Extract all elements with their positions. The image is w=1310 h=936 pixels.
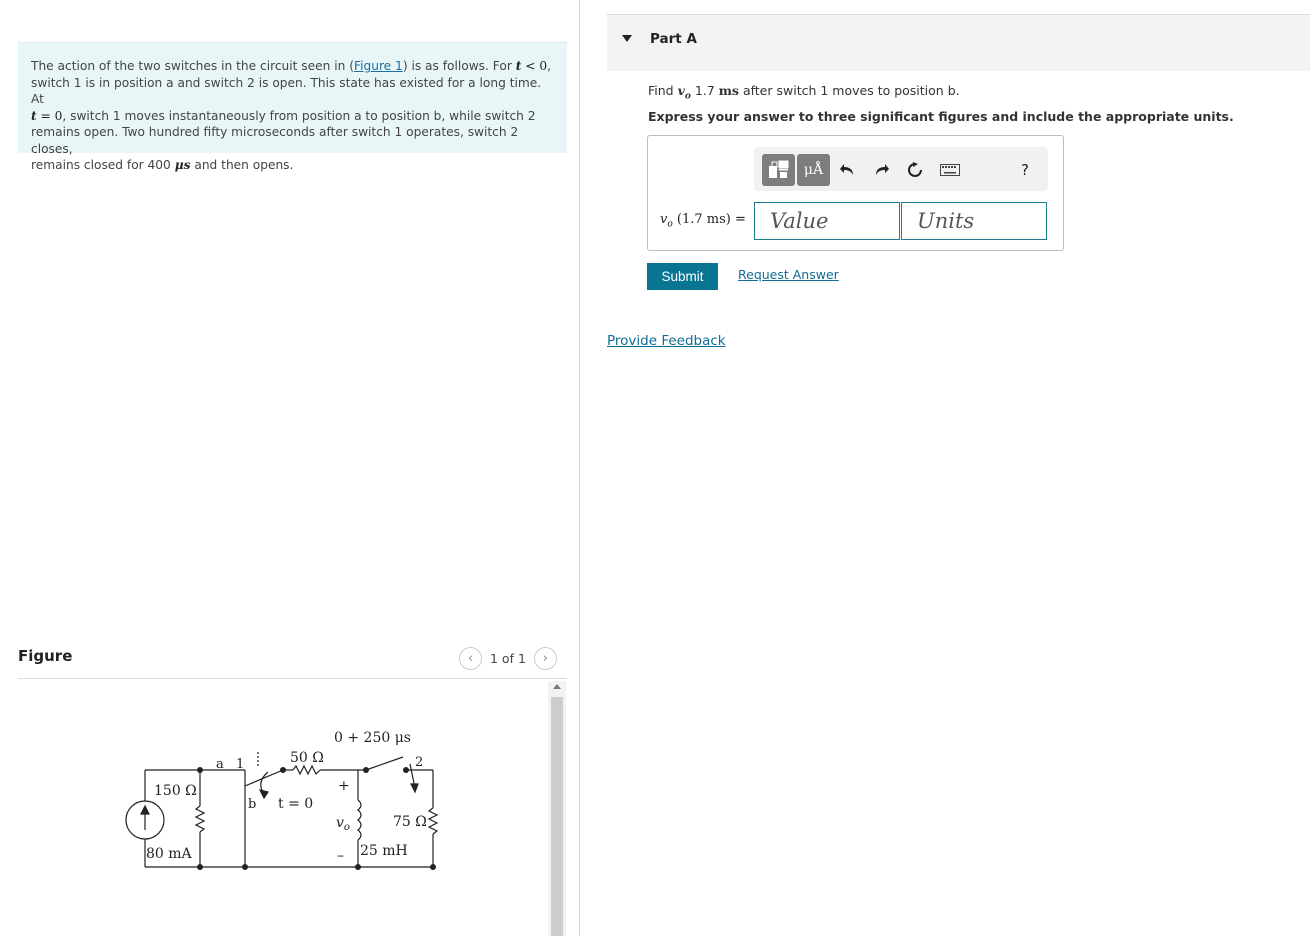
answer-arg: (1.7 ms) [672,212,735,227]
label-80-ma: 80 mA [146,846,192,862]
chevron-right-icon[interactable]: › [534,647,557,670]
problem-statement [18,42,567,172]
equals-sign: = [735,212,746,227]
label-75-ohm: 75 Ω [393,814,427,830]
answer-label [660,212,746,230]
math-vo: v [660,212,668,227]
math-mus: μs [174,158,191,172]
submit-button[interactable]: Submit [647,263,718,290]
math-toolbar [754,147,1048,191]
label-a: a [216,757,224,772]
label-minus: – [337,848,344,864]
undo-icon[interactable] [836,160,858,180]
math-vo-sub: o [667,219,673,230]
chevron-left-icon[interactable]: ‹ [459,647,482,670]
math-ms: ms [718,83,739,98]
scroll-up-icon[interactable] [553,684,561,689]
question-text [648,83,960,102]
math-t: t [515,59,522,73]
provide-feedback-link[interactable]: Provide Feedback [607,333,726,349]
math-zero: 0 [539,59,548,73]
label-switch2-time: 0 + 250 μs [334,730,411,746]
label-plus: + [338,778,350,794]
scroll-thumb[interactable] [551,697,563,936]
label-150-ohm: 150 Ω [154,783,197,799]
keyboard-icon[interactable] [939,160,961,180]
left-pane [0,0,580,936]
label-vo: $v_o$ [336,815,350,833]
problem-text: and then opens. [190,158,294,172]
figure-link[interactable]: Figure 1 [353,59,403,73]
part-title[interactable]: Part A [650,31,697,47]
redo-icon[interactable] [871,160,893,180]
problem-text: switch 1 is in position a and switch 2 is open. This state has existed for a long time. At [31,75,542,106]
math-eq0: = 0 [36,108,63,123]
units-button[interactable]: μÅ [797,154,830,186]
figure-title: Figure [18,647,73,665]
templates-icon[interactable] [762,154,795,186]
label-50-ohm: 50 Ω [290,750,324,766]
reset-icon[interactable] [904,160,926,180]
problem-text: remains closed for 400 [31,158,175,172]
request-answer-link[interactable]: Request Answer [738,267,839,282]
label-25-mh: 25 mH [360,843,408,859]
problem-text: The action of the two switches in the circuit seen in ( [31,59,354,73]
figure-nav [459,647,557,670]
question-fragment: after switch 1 moves to position b. [738,83,960,98]
answer-box [647,135,1064,251]
problem-text: , [547,59,551,73]
label-switch1: 1 [236,757,245,772]
problem-text: ) is as follows. For [402,59,516,73]
circuit-diagram [118,722,448,882]
math-lt: < [521,59,540,73]
math-t: t [31,108,37,123]
collapse-caret-icon[interactable] [622,35,632,42]
math-vo: v [677,83,685,98]
help-button[interactable]: ? [1021,161,1029,179]
problem-text: , switch 1 moves instantaneously from position a to position b, while switch 2 [62,108,536,123]
figure-divider [18,678,567,679]
question-fragment: Find [648,83,678,98]
problem-text: remains open. Two hundred fifty microseconds after switch 1 operates, switch 2 closes, [31,125,519,156]
label-switch2: 2 [415,755,424,770]
label-t0: t = 0 [278,796,314,812]
math-vo-sub: o [684,91,691,102]
figure-scrollbar[interactable] [548,681,566,936]
pane-divider [579,0,580,936]
answer-instruction: Express your answer to three significant figures and include the appropriate units. [648,109,1234,124]
figure-count: 1 of 1 [490,651,526,666]
units-input[interactable] [901,202,1047,240]
question-fragment: 1.7 [690,83,719,98]
value-input[interactable] [754,202,900,240]
label-b: b [248,797,257,812]
part-header[interactable] [607,15,1310,71]
